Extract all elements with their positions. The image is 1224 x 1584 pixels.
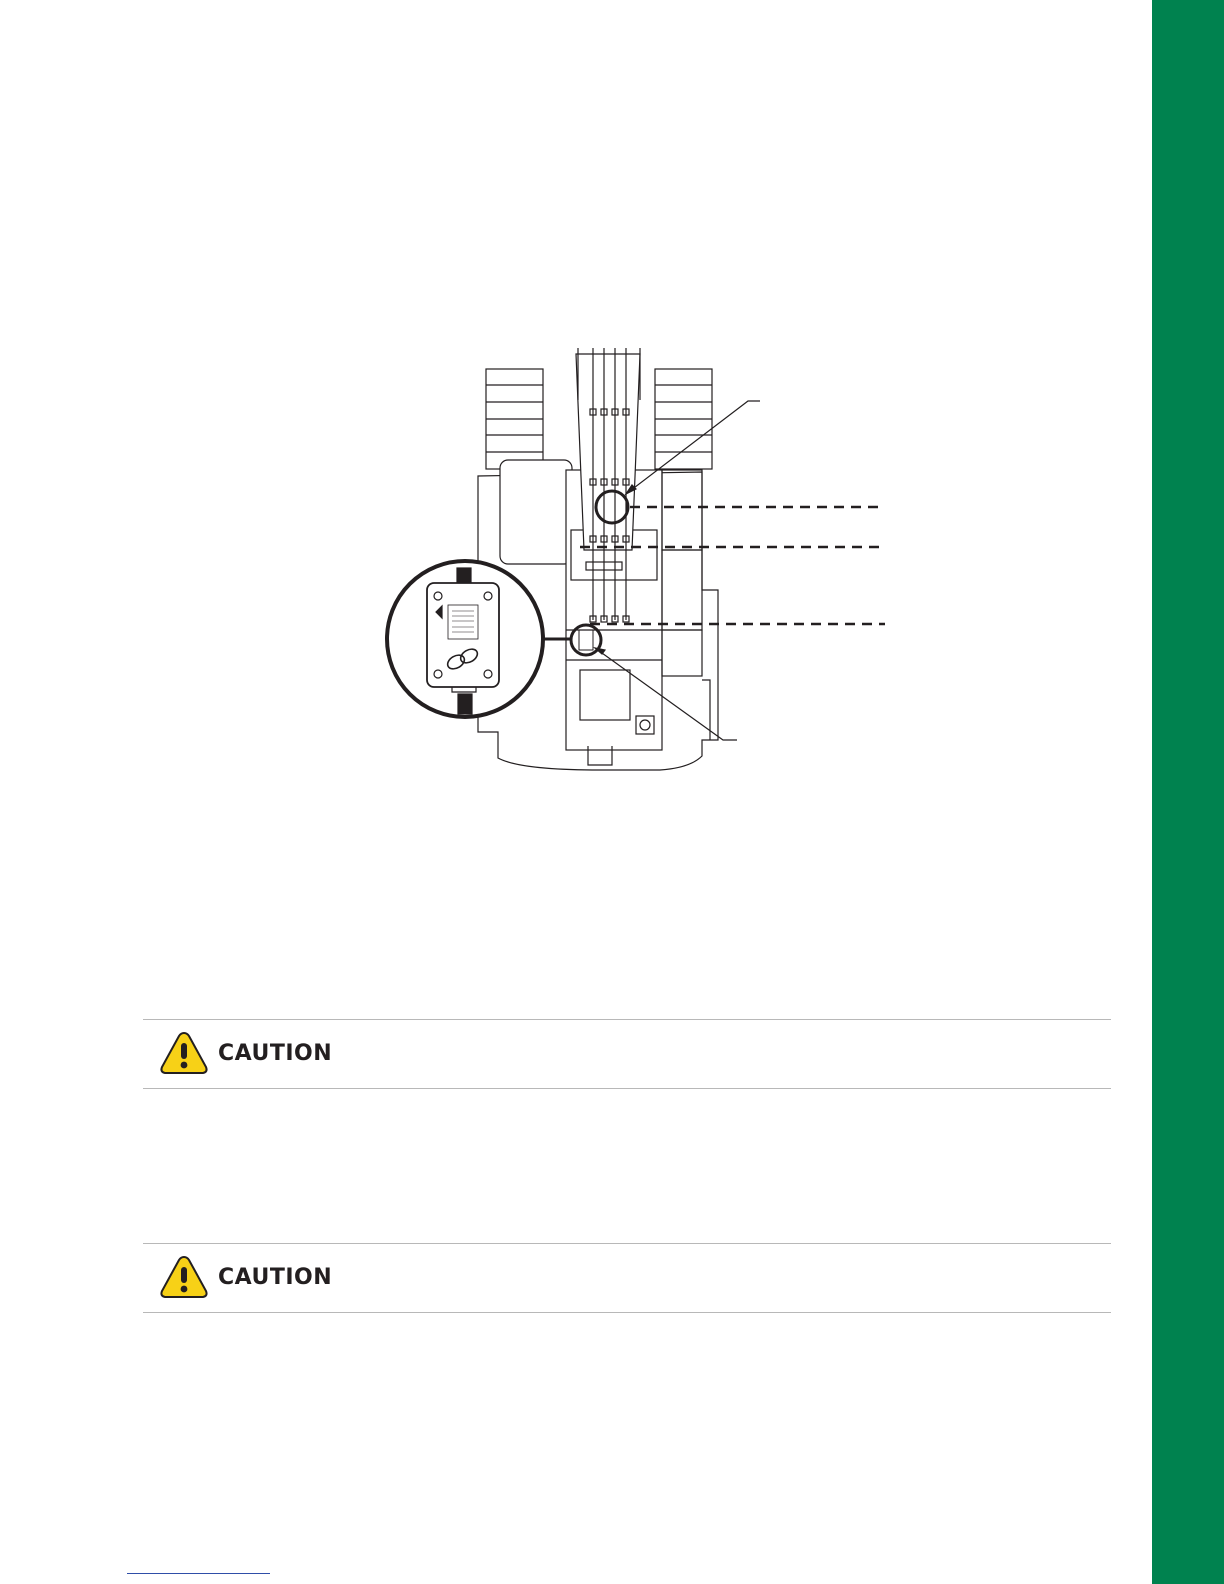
- green-side-tab: [1152, 0, 1224, 1584]
- footer-link-underline[interactable]: [127, 1573, 270, 1574]
- caution-notice: [143, 1243, 1111, 1313]
- warning-triangle-icon: [159, 1030, 209, 1076]
- caution-notice: [143, 1019, 1111, 1089]
- machine-top-view-figure: [380, 340, 900, 790]
- warning-triangle-icon: [159, 1254, 209, 1300]
- right-roller-head: [655, 369, 712, 469]
- left-roller-head: [486, 369, 543, 469]
- caution-heading: CAUTION: [218, 1265, 333, 1290]
- caution-heading: CAUTION: [218, 1041, 333, 1066]
